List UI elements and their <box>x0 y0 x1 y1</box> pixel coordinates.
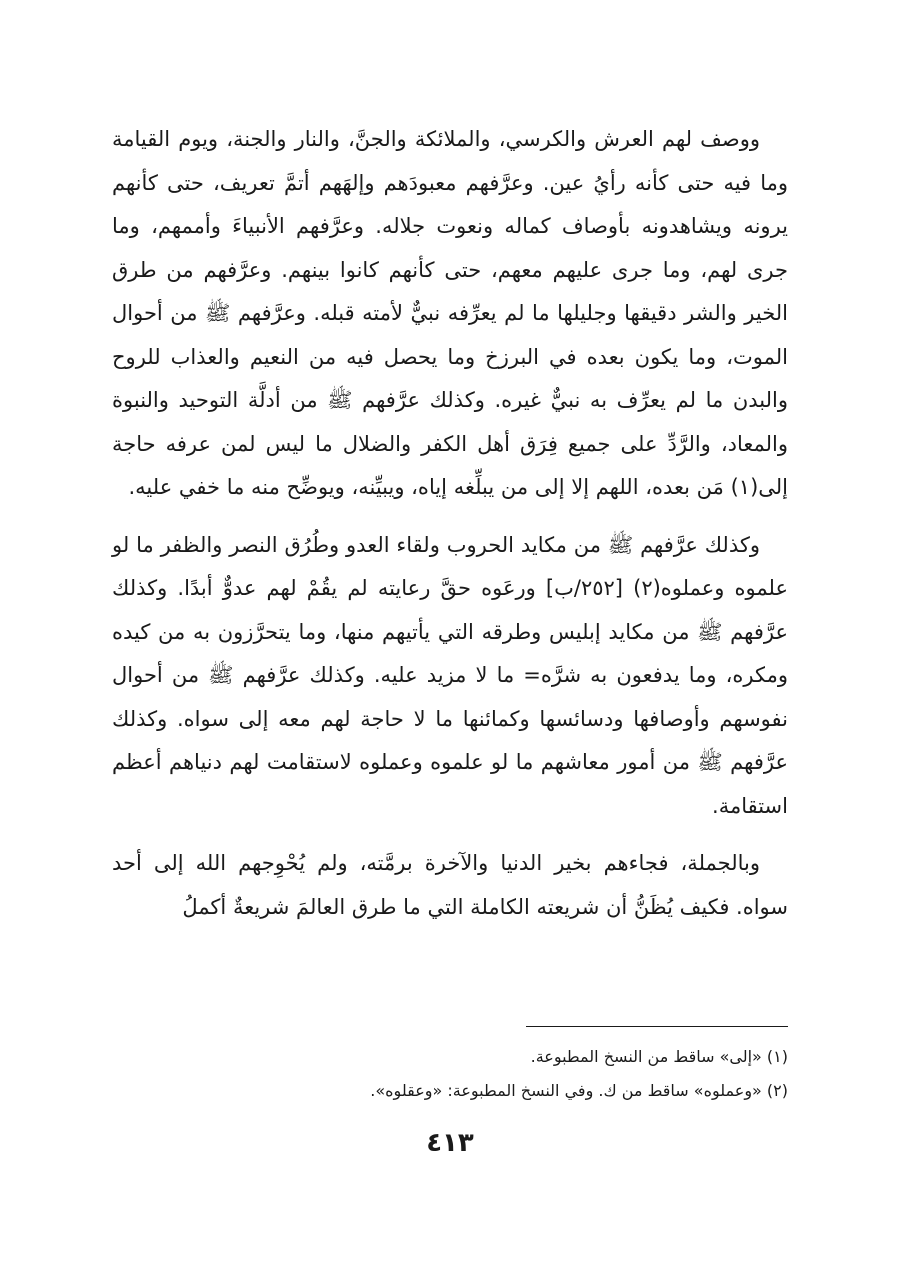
paragraph-3: وبالجملة، فجاءهم بخير الدنيا والآخرة برمَّته، ولم يُحْوِجهم الله إلى أحد سواه. فكيف يُظَنُّ أن شريعته الكاملة التي ما طرق العالمَ شريعةٌ أكملُ <box>112 851 788 919</box>
footnote-1: (١) «إلى» ساقط من النسخ المطبوعة. <box>530 1047 788 1066</box>
footnote-2: (٢) «وعملوه» ساقط من ك. وفي النسخ المطبوعة: «وعقلوه». <box>370 1081 788 1100</box>
footnotes <box>112 1040 788 1108</box>
main-text <box>112 118 788 943</box>
paragraph-1: ووصف لهم العرش والكرسي، والملائكة والجنَّ، والنار والجنة، ويوم القيامة وما فيه حتى كأنه رأيُ عين. وعرَّفهم معبودَهم وإلهَهم أتمَّ تعريف، حتى كأنهم يرونه ويشاهدونه بأوصاف كماله ونعوت جلاله. وعرَّفهم الأنبياءَ وأممهم، وما جرى لهم، وما جرى عليهم معهم، حتى كأنهم كانوا بينهم. وعرَّفهم من طرق الخير والشر دقيقها وجليلها ما لم يعرِّفه نبيٌّ لأمته قبله. وعرَّفهم ﷺ من أحوال الموت، وما يكون بعده في البرزخ وما يحصل فيه من النعيم والعذاب للروح والبدن ما لم يعرِّف به نبيٌّ غيره. وكذلك عرَّفهم ﷺ من أدلَّة التوحيد والنبوة والمعاد، والرَّدِّ على جميع فِرَق أهل الكفر والضلال ما ليس لمن عرفه حاجة إلى(١) مَن بعده، اللهم إلا إلى من يبلِّغه إياه، ويبيِّنه، ويوضِّح منه ما خفي عليه. <box>112 127 788 499</box>
paragraph-2: وكذلك عرَّفهم ﷺ من مكايد الحروب ولقاء العدو وطُرُق النصر والظفر ما لو علموه وعملوه(٢) [٢٥٢/ب] ورعَوه حقَّ رعايته لم يقُمْ لهم عدوٌّ أبدًا. وكذلك عرَّفهم ﷺ من مكايد إبليس وطرقه التي يأتيهم منها، وما يتحرَّزون به من كيده ومكره، وما يدفعون به شرَّه= ما لا مزيد عليه. وكذلك عرَّفهم ﷺ من أحوال نفوسهم وأوصافها ودسائسها وكمائنها ما لا حاجة لهم معه إلى سواه. وكذلك عرَّفهم ﷺ من أمور معاشهم ما لو علموه وعملوه لاستقامت لهم دنياهم أعظم استقامة. <box>112 532 789 818</box>
footnote-divider <box>526 1026 788 1027</box>
page-number: ٤١٣ <box>426 1128 474 1158</box>
